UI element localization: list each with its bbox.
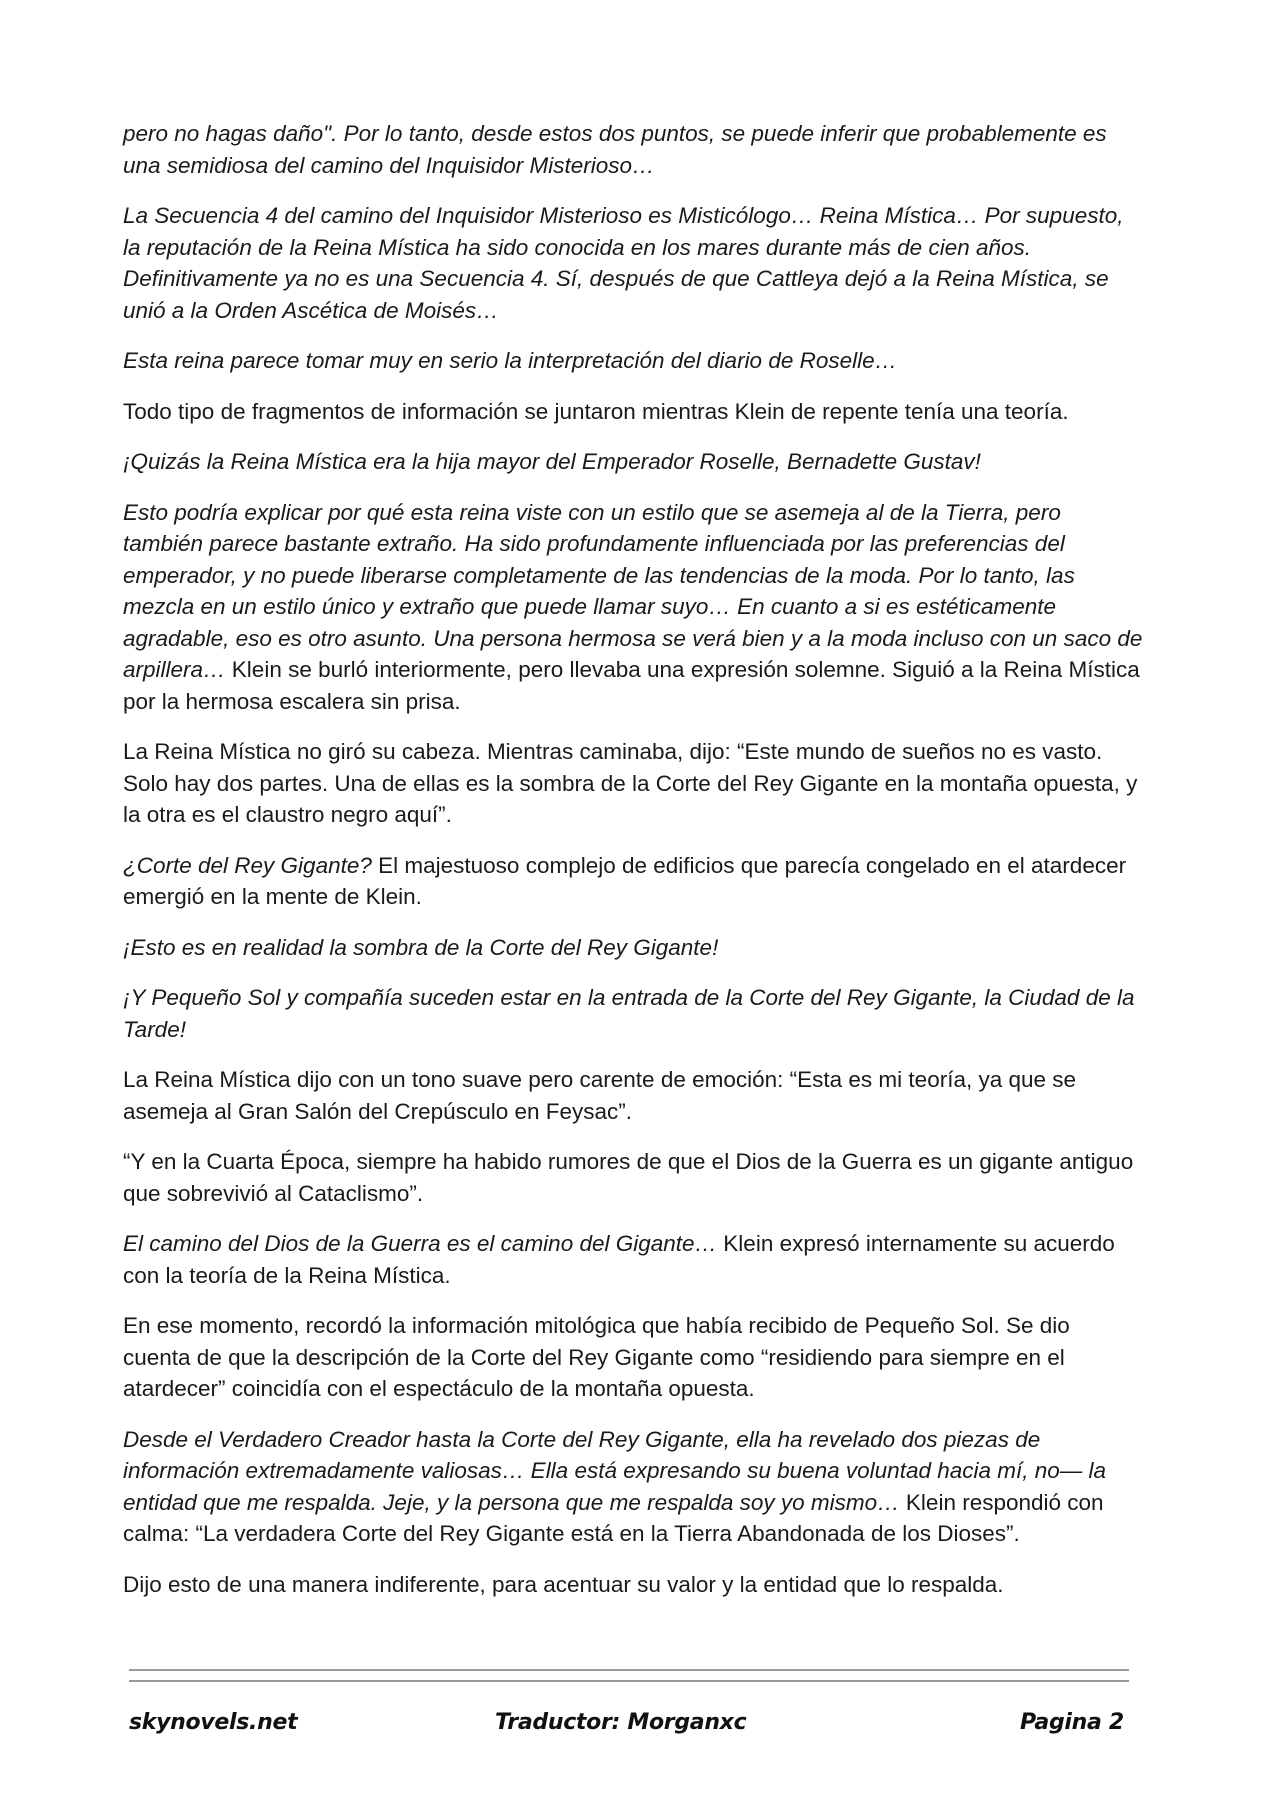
italic-text-segment: ¿Corte del Rey Gigante? xyxy=(123,852,372,878)
paragraph xyxy=(123,345,1143,377)
text-segment: La Reina Mística no giró su cabeza. Mientras caminaba, dijo: “Este mundo de sueños no es vasto. Solo hay dos partes. Una de ellas es la sombra de la Corte del Rey Gigante en la montaña opuesta, y la otra es el claustro negro aquí”. xyxy=(123,739,1138,827)
text-segment: Klein expresó internamente su acuerdo con la teoría de la Reina Mística. xyxy=(123,1231,1115,1288)
footer-divider-bottom xyxy=(129,1680,1129,1682)
footer-site: skynovels.net xyxy=(129,1710,298,1735)
paragraph xyxy=(123,1424,1143,1550)
text-segment: El majestuoso complejo de edificios que parecía congelado en el atardecer emergió en la mente de Klein. xyxy=(123,852,1127,909)
italic-text-segment: ¡Quizás la Reina Mística era la hija mayor del Emperador Roselle, Bernadette Gustav! xyxy=(123,449,981,474)
text-segment: La Reina Mística dijo con un tono suave pero carente de emoción: “Esta es mi teoría, ya que se asemeja al Gran Salón del Crepúsculo en Feysac”. xyxy=(123,1067,1077,1124)
paragraph xyxy=(123,1064,1143,1127)
paragraph xyxy=(123,736,1143,831)
italic-text-segment: ¡Esto es en realidad la sombra de la Corte del Rey Gigante! xyxy=(123,934,719,960)
text-segment: Klein respondió con calma: “La verdadera Corte del Rey Gigante está en la Tierra Abandonada de los Dioses”. xyxy=(123,1489,1104,1546)
text-segment: Klein se burló interiormente, pero llevaba una expresión solemne. Siguió a la Reina Mística por la hermosa escalera sin prisa. xyxy=(123,657,1140,714)
italic-text-segment: pero no hagas daño". Por lo tanto, desde estos dos puntos, se puede inferir que probablemente es una semidiosa del camino del Inquisidor Misterioso… xyxy=(123,121,1107,178)
italic-text-segment: Esta reina parece tomar muy en serio la interpretación del diario de Roselle… xyxy=(123,348,898,373)
italic-text-segment: Desde el Verdadero Creador hasta la Corte del Rey Gigante, ella ha revelado dos piezas de información extremadamente valiosas… Ella está expresando su buena voluntad hacia mí, no— la entidad que me respalda. Jeje, y la persona que me respalda soy yo mismo… xyxy=(123,1426,1107,1515)
paragraph xyxy=(123,497,1143,718)
italic-text-segment: El camino del Dios de la Guerra es el camino del Gigante… xyxy=(123,1231,718,1256)
body-text xyxy=(123,118,1143,1619)
paragraph xyxy=(123,1228,1143,1291)
paragraph xyxy=(123,850,1143,913)
paragraph xyxy=(123,1569,1143,1601)
footer-translator: Traductor: Morganxc xyxy=(495,1710,747,1735)
paragraph xyxy=(123,446,1143,478)
text-segment: Todo tipo de fragmentos de información se juntaron mientras Klein de repente tenía una teoría. xyxy=(123,398,1069,424)
footer-divider-top xyxy=(129,1669,1129,1671)
italic-text-segment: La Secuencia 4 del camino del Inquisidor Misterioso es Misticólogo… Reina Mística… Por supuesto, la reputación de la Reina Mística ha sido conocida en los mares durante más de cien años. Definitivamente ya no es una Secuencia 4. Sí, después de que Cattleya dejó a la Reina Mística, se unió a la Orden Ascética de Moisés… xyxy=(123,203,1124,323)
text-segment: En ese momento, recordó la información mitológica que había recibido de Pequeño Sol. Se dio cuenta de que la descripción de la Corte del Rey Gigante como “residiendo para siempre en el atardecer” coincidía con el espectáculo de la montaña opuesta. xyxy=(123,1313,1070,1401)
text-segment: Dijo esto de una manera indiferente, para acentuar su valor y la entidad que lo respalda. xyxy=(123,1571,1004,1597)
paragraph xyxy=(123,1310,1143,1405)
paragraph xyxy=(123,118,1143,181)
italic-text-segment: Esto podría explicar por qué esta reina viste con un estilo que se asemeja al de la Tierra, pero también parece bastante extraño. Ha sido profundamente influenciada por las preferencias del emperador, y no puede liberarse completamente de las tendencias de la moda. Por lo tanto, las mezcla en un estilo único y extraño que puede llamar suyo… En cuanto a si es estéticamente agradable, eso es otro asunto. Una persona hermosa se verá bien y a la moda incluso con un saco de arpillera… xyxy=(123,499,1143,682)
paragraph xyxy=(123,396,1143,428)
footer-page-number: Pagina 2 xyxy=(1020,1710,1124,1735)
text-segment: “Y en la Cuarta Época, siempre ha habido rumores de que el Dios de la Guerra es un gigante antiguo que sobrevivió al Cataclismo”. xyxy=(123,1149,1134,1206)
italic-text-segment: ¡Y Pequeño Sol y compañía suceden estar en la entrada de la Corte del Rey Gigante, la Ciudad de la Tarde! xyxy=(123,985,1135,1042)
paragraph xyxy=(123,932,1143,964)
paragraph xyxy=(123,200,1143,326)
paragraph xyxy=(123,982,1143,1045)
paragraph xyxy=(123,1146,1143,1209)
